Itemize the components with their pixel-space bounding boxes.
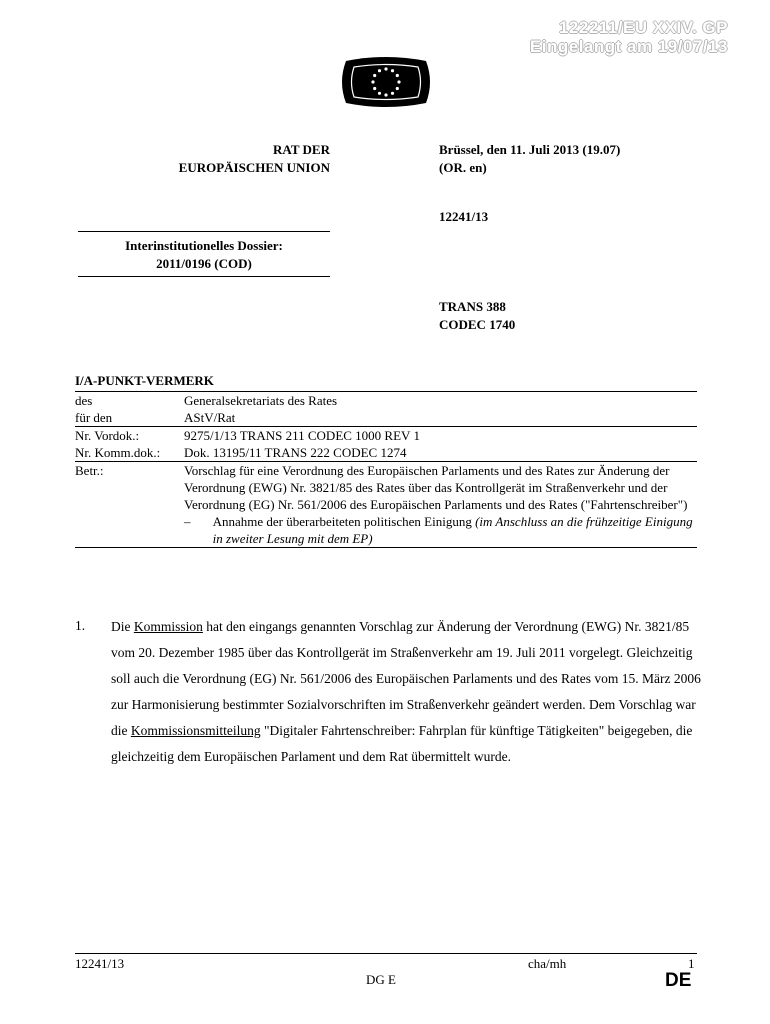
table-row: [75, 462, 697, 548]
registration-stamp: [530, 18, 728, 56]
paragraph-number: 1.: [75, 618, 86, 633]
subject-item: [184, 513, 697, 547]
row-key: Betr.:: [75, 462, 184, 548]
row-key: des: [75, 392, 184, 410]
interinstitutional-dossier: [78, 231, 330, 277]
dossier-number: 2011/0196 (COD): [156, 256, 252, 271]
document-number: 12241/13: [439, 209, 489, 224]
dash-marker: –: [184, 514, 191, 529]
paragraph-text: [111, 614, 707, 770]
kommission-link[interactable]: Kommission: [133, 619, 203, 634]
row-key: für den: [75, 410, 113, 425]
table-row: [75, 427, 697, 445]
council-name-line-2: EUROPÄISCHEN UNION: [178, 160, 330, 175]
code-trans: TRANS 388: [439, 299, 506, 314]
row-value: 9275/1/13 TRANS 211 CODEC 1000 REV 1: [184, 427, 697, 445]
council-name-line-1: RAT DER: [273, 142, 330, 157]
row-key: Nr. Komm.dok.:: [75, 445, 161, 460]
table-row: [75, 392, 697, 410]
place-date-text: Brüssel, den 11. Juli 2013 (19.07): [439, 142, 621, 157]
subject-text: Vorschlag für eine Verordnung des Europäischen Parlaments und des Rates zur Änderung der Verordnung (EWG) Nr. 3821/85 des Rates über das Kontrollgerät im Straßenverkehr und der Verordnung (EG) Nr. 561/2006 des Europäischen Parlaments und des Rates ("Fahrtenschreiber"): [184, 463, 688, 512]
footer-directorate: DG E: [366, 972, 396, 987]
subject-item-text: [213, 513, 697, 547]
footer-language-code: DE: [665, 970, 692, 991]
council-name: [78, 141, 330, 177]
eu-council-logo-icon: [340, 57, 432, 107]
row-value: AStV/Rat: [184, 410, 236, 425]
footer-doc-number: 12241/13: [75, 956, 125, 971]
stamp-line-2: Eingelangt am 19/07/13: [529, 37, 728, 56]
row-key: Nr. Vordok.:: [75, 427, 184, 445]
original-language: (OR. en): [439, 160, 487, 175]
place-date: [439, 141, 620, 177]
row-value: Dok. 13195/11 TRANS 222 CODEC 1274: [184, 445, 407, 460]
paragraph-text-3: "Digitaler Fahrtenschreiber: Fahrplan für künftige Tätigkeiten" beigegeben, die gleichzeitig dem Europäischen Parlament und dem Rat übermittelt wurde.: [111, 723, 693, 764]
footer-page-number: 1: [688, 956, 695, 971]
footer-initials: cha/mh: [528, 956, 567, 971]
subject-item-plain: Annahme der überarbeiteten politischen Einigung: [212, 514, 472, 529]
note-title: I/A-PUNKT-VERMERK: [75, 373, 214, 388]
dossier-label: Interinstitutionelles Dossier:: [125, 238, 283, 253]
table-row: [75, 409, 697, 427]
table-row: [75, 444, 697, 462]
stamp-line-1: 122211/EU XXIV. GP: [558, 18, 728, 37]
subject-item-italic: (im Anschluss an die frühzeitige Einigung in zweiter Lesung mit dem EP): [212, 514, 693, 546]
footer-divider: [75, 953, 697, 954]
note-metadata-table: [75, 391, 697, 548]
paragraph-text-1: Die: [111, 619, 134, 634]
paragraph-text-2: hat den eingangs genannten Vorschlag zur Änderung der Verordnung (EWG) Nr. 3821/85 vom 20. Dezember 1985 über das Kontrollgerät im Straßenverkehr am 19. Juli 2011 vorgelegt. Gleichzeitig soll auch die Verordnung (EG) Nr. 561/2006 des Europäischen Parlaments und des Rates vom 15. März 2006 zur Harmonisierung bestimmter Sozialvorschriften im Straßenverkehr geändert werden. Dem Vorschlag war die: [111, 619, 701, 738]
kommissionsmitteilung-link[interactable]: Kommissionsmitteilung: [130, 723, 261, 738]
document-codes: [439, 298, 515, 334]
subject-cell: [184, 462, 697, 548]
row-value: Generalsekretariats des Rates: [184, 392, 697, 410]
code-codec: CODEC 1740: [439, 317, 516, 332]
